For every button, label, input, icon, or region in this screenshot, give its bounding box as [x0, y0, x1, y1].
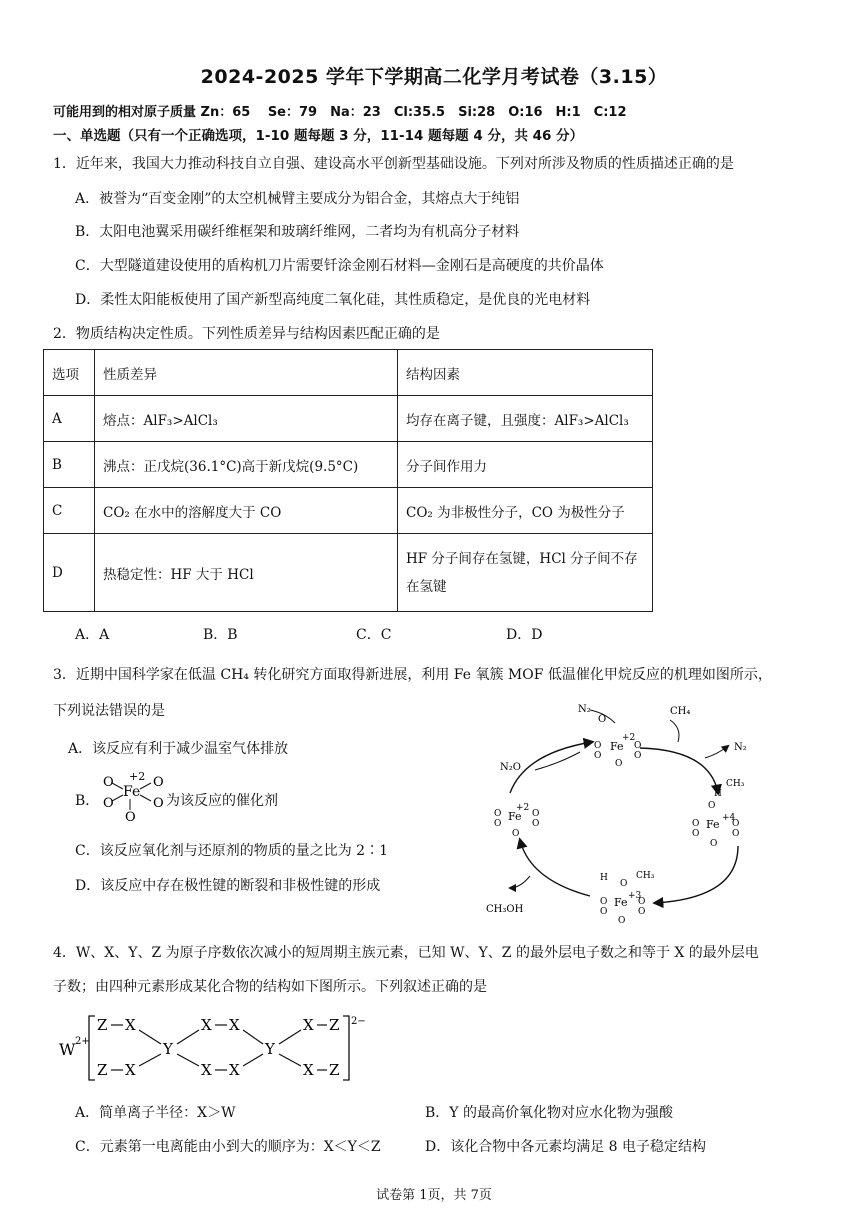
- oxygen-atom: O: [532, 809, 540, 819]
- table-cell: 沸点：正戊烷(36.1°C)高于新戊烷(9.5°C): [95, 442, 398, 488]
- table-cell: 分子间作用力: [398, 442, 653, 488]
- catalytic-cycle-diagram: [470, 698, 770, 926]
- x-atom: X: [303, 1016, 314, 1034]
- q1-option-b: B．太阳电池翼采用碳纤维框架和玻璃纤维网，二者均为有机高分子材料: [75, 224, 520, 240]
- q3-option-d: D．该反应中存在极性键的断裂和非极性键的形成: [75, 878, 381, 894]
- oxygen-atom: O: [103, 796, 114, 811]
- ch4-entry-arrow: [670, 720, 679, 742]
- oxygen-atom: O: [103, 775, 114, 790]
- q3-option-b-text: 为该反应的催化剂: [166, 793, 278, 809]
- y-atom: Y: [163, 1040, 173, 1058]
- q2-choice-c: C．C: [356, 627, 392, 643]
- q2-table: [43, 349, 653, 612]
- oxygen-atom: O: [692, 829, 700, 839]
- table-header: 性质差异: [95, 350, 398, 396]
- table-cell: D: [44, 534, 95, 612]
- oxygen-atom: O: [692, 819, 700, 829]
- q2-choice-a: A．A: [75, 627, 110, 643]
- x-atom: X: [229, 1016, 240, 1034]
- oxygen-atom: O: [634, 741, 642, 751]
- n2o-left-arrow: [535, 752, 580, 770]
- oxygen-atom: O: [600, 907, 608, 917]
- table-cell: 熔点：AlF₃>AlCl₃: [95, 396, 398, 442]
- z-atom: Z: [329, 1016, 340, 1034]
- oxygen-atom: O: [594, 741, 602, 751]
- table-cell: 均存在离子键，且强度：AlF₃>AlCl₃: [398, 396, 653, 442]
- x-atom: X: [125, 1061, 136, 1079]
- x-atom: X: [303, 1061, 314, 1079]
- table-cell: A: [44, 396, 95, 442]
- table-cell: B: [44, 442, 95, 488]
- z-atom: Z: [97, 1061, 108, 1079]
- table-header: 结构因素: [398, 350, 653, 396]
- methanol-exit-arrow: [510, 876, 530, 888]
- table-cell: HF 分子间存在氢键，HCl 分子间不存在氢键: [398, 534, 653, 612]
- methanol-label: CH₃OH: [486, 904, 524, 915]
- x-atom: X: [125, 1016, 136, 1034]
- section-heading: 一、单选题（只有一个正确选项，1-10 题每题 3 分，11-14 题每题 4 分，共 46 分）: [53, 128, 584, 144]
- oxygen-atom: O: [732, 829, 740, 839]
- iron-atom: Fe: [123, 784, 141, 800]
- w-charge: 2+: [75, 1036, 90, 1047]
- hydrogen-atom: H: [714, 789, 722, 799]
- hydrogen-atom: H: [600, 873, 608, 883]
- table-cell: CO₂ 为非极性分子，CO 为极性分子: [398, 488, 653, 534]
- table-cell: CO₂ 在水中的溶解度大于 CO: [95, 488, 398, 534]
- compound-structure: [55, 1008, 385, 1088]
- table-header-row: [44, 350, 653, 396]
- q4-stem-line1: 4．W、X、Y、Z 为原子序数依次减小的短周期主族元素，已知 W、Y、Z 的最外层电子数之和等于 X 的最外层电: [53, 945, 759, 961]
- oxygen-atom: O: [620, 879, 628, 889]
- oxygen-atom: O: [153, 775, 164, 790]
- table-row: [44, 396, 653, 442]
- q4-stem-line2: 子数；由四种元素形成某化合物的结构如下图所示。下列叙述正确的是: [53, 979, 487, 995]
- oxygen-atom: O: [600, 897, 608, 907]
- q3-option-a: A．该反应有利于减少温室气体排放: [68, 741, 289, 757]
- oxygen-atom: O: [512, 829, 520, 839]
- n2o-label: N₂O: [500, 762, 521, 773]
- q1-option-a: A．被誉为“百变金刚”的太空机械臂主要成分为铝合金，其熔点大于纯铝: [75, 191, 520, 207]
- x-atom: X: [229, 1061, 240, 1079]
- table-header: 选项: [44, 350, 95, 396]
- q4-option-c: C．元素第一电离能由小到大的顺序为：X＜Y＜Z: [75, 1139, 381, 1155]
- iron-atom: Fe: [508, 810, 522, 823]
- iron-atom: Fe: [706, 818, 720, 831]
- ch4-label: CH₄: [670, 706, 691, 717]
- q4-option-a: A．简单离子半径：X＞W: [75, 1105, 236, 1121]
- oxidation-state-label: +4: [722, 813, 736, 823]
- cycle-arrow: [510, 742, 592, 793]
- iron-atom: Fe: [614, 896, 628, 909]
- oxygen-atom: O: [732, 819, 740, 829]
- z-atom: Z: [329, 1061, 340, 1079]
- atomic-mass-line: 可能用到的相对原子质量 Zn：65 Se：79 Na：23 Cl:35.5 Si:28 O:16 H:1 C:12: [53, 105, 627, 120]
- cycle-arrow: [640, 748, 718, 793]
- q4-option-b: B．Y 的最高价氧化物对应水化物为强酸: [425, 1105, 673, 1121]
- w-atom: W: [59, 1040, 76, 1059]
- oxygen-atom: O: [615, 759, 623, 769]
- oxidation-state-label: +3: [628, 891, 642, 901]
- fe-catalyst-structure: [95, 768, 165, 824]
- iron-atom: Fe: [610, 740, 624, 753]
- table-cell: 热稳定性：HF 大于 HCl: [95, 534, 398, 612]
- oxygen-atom: O: [638, 897, 646, 907]
- cycle-arrow: [655, 846, 738, 903]
- oxidation-state-label: +2: [622, 733, 636, 743]
- oxidation-state-label: +2: [129, 770, 146, 783]
- n2-product-label: N₂: [734, 742, 747, 753]
- table-cell: C: [44, 488, 95, 534]
- q3-option-b-label: B．: [75, 793, 100, 809]
- table-row: [44, 534, 653, 612]
- oxygen-atom: O: [594, 751, 602, 761]
- page-footer: 试卷第 1页，共 7页: [376, 1188, 492, 1203]
- oxygen-atom: O: [153, 796, 164, 811]
- oxygen-atom: O: [494, 819, 502, 829]
- oxygen-atom: O: [494, 809, 502, 819]
- oxygen-atom: O: [638, 907, 646, 917]
- x-atom: X: [201, 1016, 212, 1034]
- q3-stem-line1: 3．近期中国科学家在低温 CH₄ 转化研究方面取得新进展，利用 Fe 氧簇 MOF 低温催化甲烷反应的机理如图所示，: [53, 667, 772, 683]
- anion-charge: 2−: [351, 1016, 366, 1027]
- q3-option-c: C．该反应氧化剂与还原剂的物质的量之比为 2∶1: [75, 843, 388, 859]
- z-atom: Z: [97, 1016, 108, 1034]
- x-atom: X: [201, 1061, 212, 1079]
- y-atom: Y: [265, 1040, 275, 1058]
- oxygen-atom: O: [532, 819, 540, 829]
- q3-stem-line2: 下列说法错误的是: [53, 703, 165, 719]
- table-row: [44, 442, 653, 488]
- q4-option-d: D．该化合物中各元素均满足 8 电子稳定结构: [425, 1139, 707, 1155]
- n2-label: N₂: [578, 704, 591, 715]
- cycle-arrow: [520, 840, 590, 896]
- q1-option-c: C．大型隧道建设使用的盾构机刀片需要钎涂金刚石材料—金刚石是高硬度的共价晶体: [75, 258, 604, 274]
- oxygen-atom: O: [598, 714, 607, 725]
- oxygen-atom: O: [708, 801, 716, 811]
- ch3-label: CH₃: [636, 871, 655, 881]
- oxygen-atom: O: [125, 810, 136, 824]
- ch3-label: CH₃: [726, 779, 745, 789]
- q1-option-d: D．柔性太阳能板使用了国产新型高纯度二氧化硅，其性质稳定，是优良的光电材料: [75, 292, 591, 308]
- q2-choice-d: D．D: [506, 627, 543, 643]
- oxygen-atom: O: [634, 751, 642, 761]
- q2-stem: 2．物质结构决定性质。下列性质差异与结构因素匹配正确的是: [53, 326, 440, 342]
- page-title: 2024-2025 学年下学期高二化学月考试卷（3.15）: [200, 66, 668, 88]
- oxidation-state-label: +2: [516, 803, 530, 813]
- oxygen-atom: O: [710, 839, 718, 849]
- q2-choice-b: B．B: [203, 627, 238, 643]
- table-row: [44, 488, 653, 534]
- q1-stem: 1．近年来，我国大力推动科技自立自强、建设高水平创新型基础设施。下列对所涉及物质的性质描述正确的是: [53, 156, 734, 172]
- n2-exit-arrow: [705, 746, 728, 758]
- oxygen-atom: O: [618, 916, 626, 926]
